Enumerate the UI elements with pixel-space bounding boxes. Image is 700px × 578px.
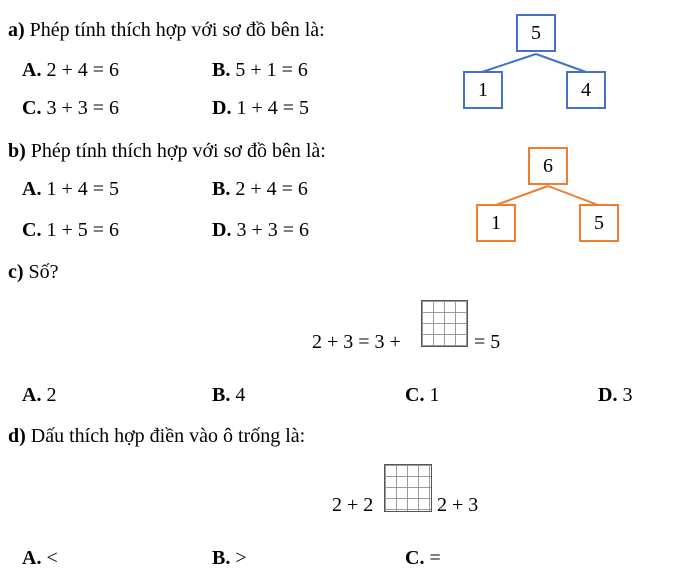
option-text: 3 + 3 = 6: [236, 219, 310, 241]
question-b-option-c[interactable]: [22, 220, 119, 240]
option-text: 1: [429, 384, 440, 406]
question-c-equation-right: = 5: [474, 331, 501, 353]
diagram-b-top-box: 6: [528, 147, 568, 185]
option-letter: A.: [22, 59, 42, 81]
question-a-text: Phép tính thích hợp với sơ đồ bên là:: [29, 19, 325, 41]
option-text: 3: [622, 384, 633, 406]
option-text: 1 + 4 = 5: [46, 178, 120, 200]
question-b-option-a[interactable]: [22, 179, 119, 199]
option-text: 2 + 4 = 6: [46, 59, 120, 81]
option-letter: D.: [212, 219, 232, 241]
question-d-option-a[interactable]: [22, 548, 58, 568]
option-letter: A.: [22, 178, 42, 200]
question-d-expr-left: 2 + 2: [332, 494, 374, 516]
option-letter: C.: [22, 97, 42, 119]
option-letter: A.: [22, 384, 42, 406]
question-d-answer-box[interactable]: [384, 464, 432, 512]
question-c-option-d[interactable]: [598, 385, 632, 405]
question-d-text: Dấu thích hợp điền vào ô trống là:: [30, 425, 306, 447]
question-d-label: d): [8, 425, 26, 447]
option-letter: B.: [212, 384, 231, 406]
question-a-label: a): [8, 19, 25, 41]
option-letter: B.: [212, 178, 231, 200]
diagram-a-left-box: 1: [463, 71, 503, 109]
option-letter: B.: [212, 59, 231, 81]
question-b-prompt: [8, 141, 326, 161]
question-d-option-b[interactable]: [212, 548, 247, 568]
question-c-option-c[interactable]: [405, 385, 439, 405]
option-text: >: [235, 547, 247, 569]
option-letter: C.: [405, 547, 425, 569]
option-letter: D.: [212, 97, 232, 119]
option-text: =: [429, 547, 441, 569]
question-c-option-a[interactable]: [22, 385, 56, 405]
diagram-b-right-box: 5: [579, 204, 619, 242]
option-letter: B.: [212, 547, 231, 569]
option-text: 4: [235, 384, 246, 406]
question-b-text: Phép tính thích hợp với sơ đồ bên là:: [30, 140, 326, 162]
question-b-label: b): [8, 140, 26, 162]
question-c-equation-left: 2 + 3 = 3 +: [312, 331, 401, 353]
option-letter: C.: [22, 219, 42, 241]
question-c-label: c): [8, 261, 24, 283]
question-d-expr-right: 2 + 3: [437, 494, 479, 516]
question-d-prompt: [8, 426, 305, 446]
option-text: 2 + 4 = 6: [235, 178, 308, 200]
question-c-answer-box[interactable]: [421, 300, 468, 347]
question-c-option-b[interactable]: [212, 385, 245, 405]
diagram-a-right-box: 4: [566, 71, 606, 109]
option-text: 1 + 5 = 6: [46, 219, 120, 241]
option-text: 1 + 4 = 5: [236, 97, 310, 119]
option-text: 3 + 3 = 6: [46, 97, 120, 119]
option-text: 2: [46, 384, 57, 406]
diagram-a-top-box: 5: [516, 14, 556, 52]
question-d-option-c[interactable]: [405, 548, 441, 568]
option-text: 5 + 1 = 6: [235, 59, 308, 81]
question-b-option-b[interactable]: [212, 179, 308, 199]
option-letter: D.: [598, 384, 618, 406]
question-c-text: Số?: [28, 261, 59, 283]
option-text: <: [46, 547, 58, 569]
option-letter: C.: [405, 384, 425, 406]
diagram-b-left-box: 1: [476, 204, 516, 242]
option-letter: A.: [22, 547, 42, 569]
question-b-option-d[interactable]: [212, 220, 309, 240]
question-c-prompt: [8, 262, 59, 282]
